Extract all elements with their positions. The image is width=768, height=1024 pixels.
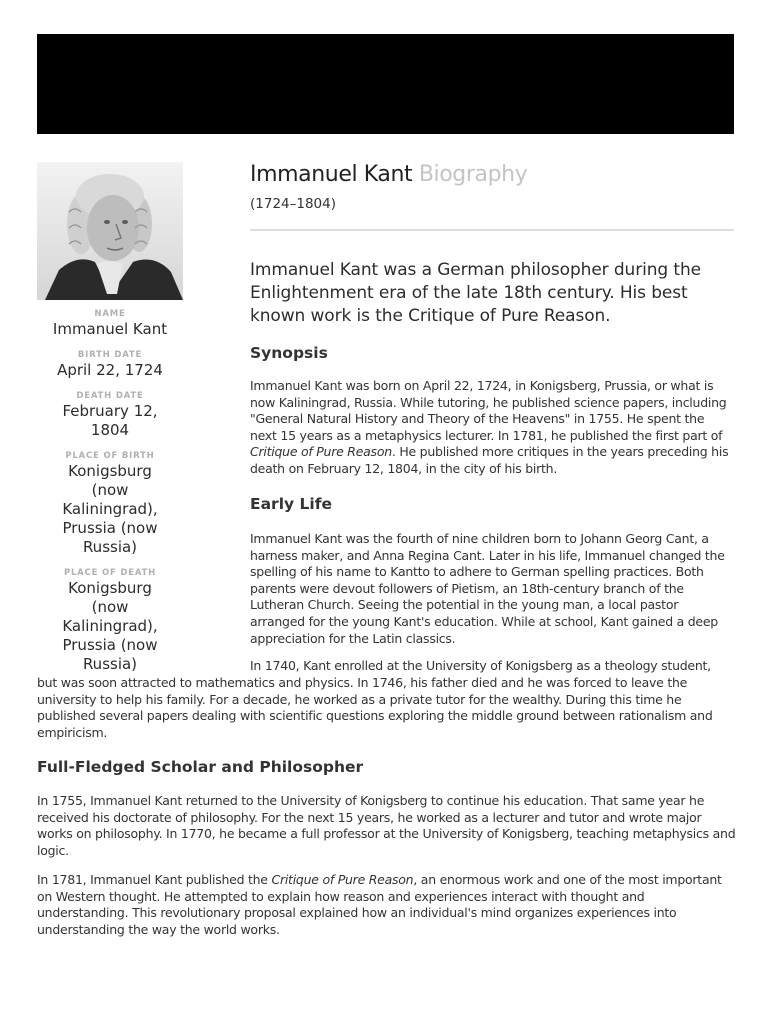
- header-banner: [37, 34, 734, 134]
- article-header: [250, 160, 734, 328]
- life-span: (1724–1804): [250, 196, 336, 212]
- fact-label-place-of-birth: PLACE OF BIRTH: [65, 451, 155, 461]
- synopsis-heading: Synopsis: [250, 344, 328, 362]
- fact-label-place-of-death: PLACE OF DEATH: [63, 568, 157, 578]
- fact-label-death-date: DEATH DATE: [76, 391, 144, 401]
- fact-label-name: NAME: [94, 309, 126, 319]
- article-title: [250, 160, 734, 190]
- lead-paragraph: Immanuel Kant was a German philosopher during the Enlightenment era of the late 18th century. His best known work is the Critique of Pure Reason.: [250, 260, 702, 326]
- fact-label-birth-date: BIRTH DATE: [77, 350, 143, 360]
- scholar-heading: Full-Fledged Scholar and Philosopher: [37, 758, 364, 776]
- title-suffix: Biography: [418, 162, 528, 187]
- early-life-heading: Early Life: [250, 495, 332, 513]
- divider: [250, 229, 734, 231]
- scholar-paragraph-2: In 1781, Immanuel Kant published the Critique of Pure Reason, an enormous work and one of the most important on Western thought. He attempted to explain how reason and experiences interact with thought and understanding. This revolutionary proposal explained how an individual's mind organizes experiences into understanding the way the world works.: [37, 872, 722, 937]
- early-life-paragraph-1: Immanuel Kant was the fourth of nine children born to Johann Georg Cant, a harness maker, and Anna Regina Cant. Later in his life, Immanuel changed the spelling of his name to Kantto to adhere to German spelling practices. Both parents were devout followers of Pietism, an 18th-century branch of the Lutheran Church. Seeing the potential in the young man, a local pastor arranged for the young Kant's education. While at school, Kant gained a deep appreciation for the Latin classics.: [250, 531, 725, 646]
- profile-sidebar: [37, 162, 183, 674]
- early-life-paragraph-2-first-line: In 1740, Kant enrolled at the University of Konigsberg as a theology student,: [250, 658, 711, 673]
- fact-value-birth-date: April 22, 1724: [57, 361, 163, 379]
- title-name: Immanuel Kant: [250, 162, 413, 187]
- portrait-image: [37, 162, 183, 300]
- fact-value-name: Immanuel Kant: [52, 320, 168, 338]
- fact-value-place-of-death: Konigsburg (now Kaliningrad), Prussia (now Russia): [62, 579, 158, 673]
- scholar-paragraph-1: In 1755, Immanuel Kant returned to the University of Konigsberg to continue his education. That same year he received his doctorate of philosophy. For the next 15 years, he worked as a lecturer and tutor and wrote major works on philosophy. In 1770, he became a full professor at the University of Konigsberg, teaching metaphysics and logic.: [37, 793, 736, 858]
- early-life-paragraph-2: but was soon attracted to mathematics and physics. In 1746, his father died and he was forced to leave the university to help his family. For a decade, he worked as a private tutor for the wealthy. During this time he published several papers dealing with scientific questions exploring the middle ground between rationalism and empiricism.: [37, 675, 713, 740]
- fact-value-place-of-birth: Konigsburg (now Kaliningrad), Prussia (now Russia): [62, 462, 158, 556]
- synopsis-paragraph: Immanuel Kant was born on April 22, 1724, in Konigsberg, Prussia, or what is now Kaliningrad, Russia. While tutoring, he published science papers, including "General Natural History and Theory of the Heavens" in 1755. He spent the next 15 years as a metaphysics lecturer. In 1781, he published the first part of Critique of Pure Reason. He published more critiques in the years preceding his death on February 12, 1804, in the city of his birth.: [250, 378, 729, 476]
- fact-value-death-date: February 12, 1804: [62, 402, 158, 439]
